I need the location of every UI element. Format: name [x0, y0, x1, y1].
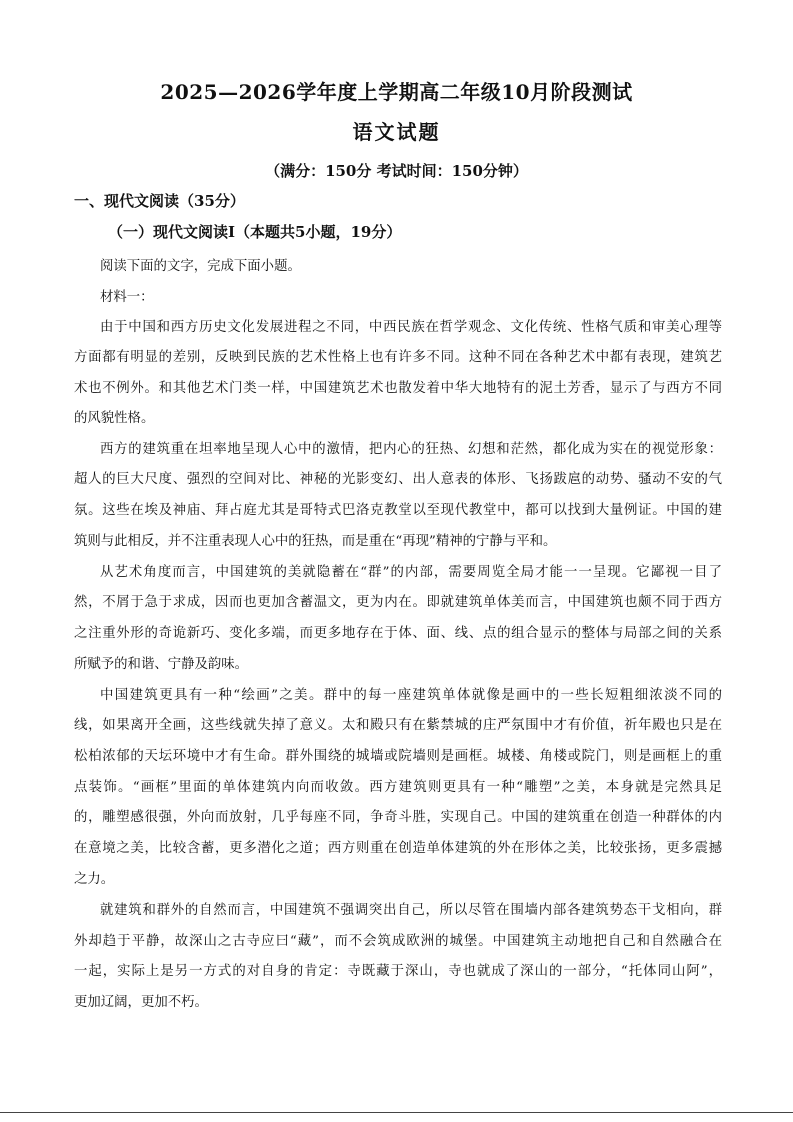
paragraph-line: 所赋予的和谐、宁静及韵味。 [74, 657, 249, 672]
paragraph-line: 氛。这些在埃及神庙、拜占庭尤其是哥特式巴洛克教堂以至现代教堂中，都可以找到大量例证。中国的建 [74, 503, 722, 518]
paragraph-line: 中国建筑更具有一种“绘画”之美。群中的每一座建筑单体就像是画中的一些长短粗细浓淡不同的 [100, 688, 722, 703]
paragraph-line: 松柏浓郁的天坛环境中才有生命。群外围绕的城墙或院墙则是画框。城楼、角楼或院门，则是画框上的重 [74, 749, 722, 764]
paragraph-line: 在意境之美，比较含蓄，更多潜化之道；西方则重在创造单体建筑的外在形体之美，比较张扬，更多震撼 [74, 841, 722, 856]
subsection-heading: （一）现代文阅读Ⅰ（本题共5小题，19分） [108, 223, 402, 241]
paragraph-line: 从艺术角度而言，中国建筑的美就隐蓄在“群”的内部，需要周览全局才能一一呈现。它鄙视一目了 [100, 565, 722, 580]
paragraph-line: 筑则与此相反，并不注重表现人心中的狂热，而是重在“再现”精神的宁静与平和。 [74, 534, 557, 549]
paragraph-line: 外却趋于平静，故深山之古寺应曰“藏”，而不会筑成欧洲的城堡。中国建筑主动地把自己和自然融合在 [74, 934, 722, 949]
paragraph-line: 之注重外形的奇诡新巧、变化多端，而更多地存在于体、面、线、点的组合显示的整体与局部之间的关系 [74, 626, 722, 641]
paragraph-line: 超人的巨大尺度、强烈的空间对比、神秘的光影变幻、出人意表的体形、飞扬跋扈的动势、骚动不安的气 [74, 472, 722, 487]
subject-title: 语文试题 [352, 120, 441, 144]
exam-title: 2025—2026学年度上学期高二年级10月阶段测试 [160, 80, 633, 104]
paragraph-line: 的风貌性格。 [74, 411, 155, 426]
paragraph-line: 更加辽阔，更加不朽。 [74, 995, 208, 1010]
page-divider [0, 1112, 793, 1113]
paragraph-line: 的，雕塑感很强，外向而放射，几乎每座不同，争奇斗胜，实现自己。中国的建筑重在创造一种群体的内 [74, 810, 722, 825]
paragraph-line: 西方的建筑重在坦率地呈现人心中的激情，把内心的狂热、幻想和茫然，都化成为实在的视觉形象： [100, 442, 722, 457]
exam-meta: （满分：150分 考试时间：150分钟） [265, 162, 528, 180]
paragraph-line: 就建筑和群外的自然而言，中国建筑不强调突出自己，所以尽管在围墙内部各建筑势态干戈相向，群 [100, 903, 722, 918]
paragraph-line: 方面都有明显的差别，反映到民族的艺术性格上也有许多不同。这种不同在各种艺术中都有表现，建筑艺 [74, 350, 722, 365]
paragraph-line: 之力。 [74, 872, 115, 887]
paragraph-line: 一起，实际上是另一方式的对自身的肯定：寺既藏于深山，寺也就成了深山的一部分，“托体同山阿”， [74, 964, 722, 979]
instruction-text: 阅读下面的文字，完成下面小题。 [100, 259, 301, 274]
paragraph-line: 然，不屑于急于求成，因而也更加含蓄温文，更为内在。即就建筑单体美而言，中国建筑也颇不同于西方 [74, 595, 722, 610]
section-heading: 一、现代文阅读（35分） [74, 192, 245, 210]
paragraph-line: 由于中国和西方历史文化发展进程之不同，中西民族在哲学观念、文化传统、性格气质和审美心理等 [100, 320, 722, 335]
material-label: 材料一： [100, 290, 154, 305]
paragraph-line: 线，如果离开全画，这些线就失掉了意义。太和殿只有在紫禁城的庄严氛围中才有价值，祈年殿也只是在 [74, 718, 722, 733]
paragraph-line: 点装饰。“画框”里面的单体建筑内向而收敛。西方建筑则更具有一种“雕塑”之美，本身就是完然具足 [74, 780, 722, 795]
paragraph-line: 术也不例外。和其他艺术门类一样，中国建筑艺术也散发着中华大地特有的泥土芳香，显示了与西方不同 [74, 381, 722, 396]
